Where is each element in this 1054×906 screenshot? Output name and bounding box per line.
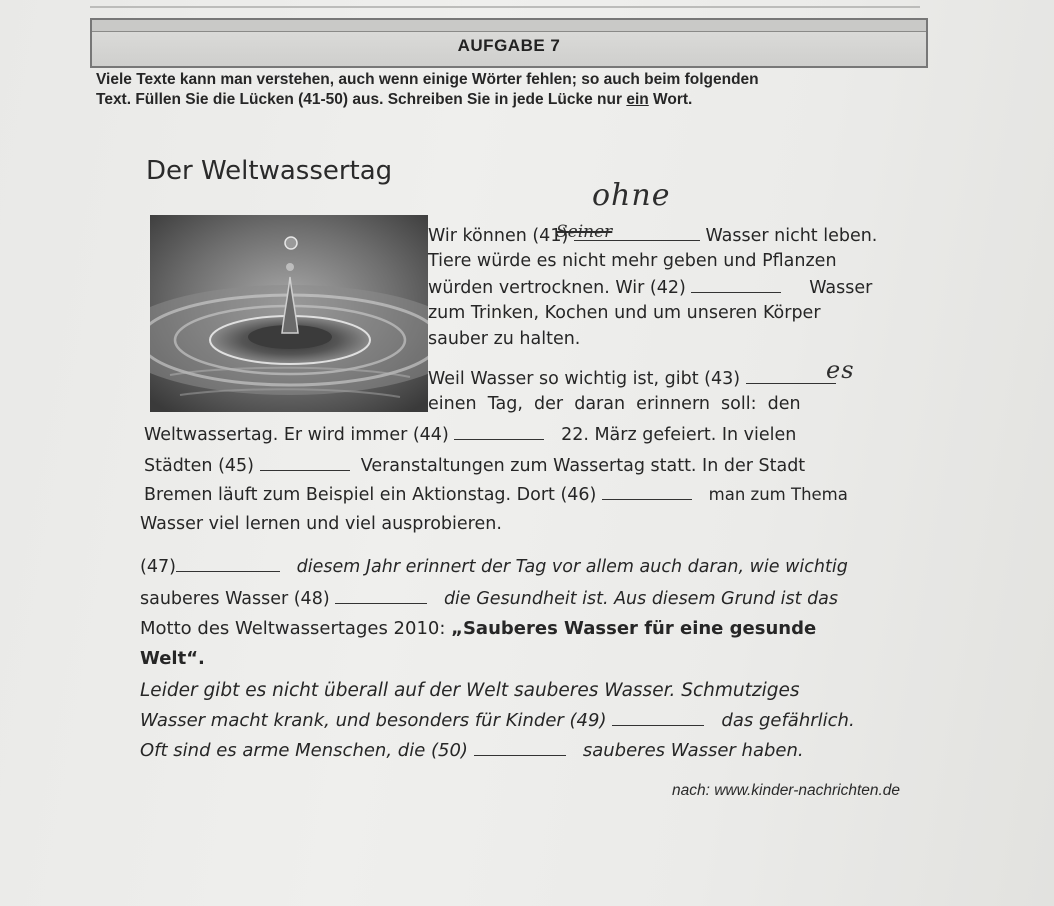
gap-46[interactable] [602,484,692,500]
line-text: 22. März gefeiert. In vielen [561,425,797,445]
water-drop-photo [150,215,428,412]
gap-41[interactable] [574,225,700,241]
line-text: Städten (45) [144,456,255,476]
gap-45[interactable] [260,455,350,471]
task-header [90,18,928,68]
source-citation: nach: www.kinder-nachrichten.de [672,782,901,799]
line-text: das gefährlich. [721,710,855,731]
line-text: Wir können (41) [428,226,569,246]
gap-47[interactable] [176,556,280,572]
text-line [140,648,205,669]
document-title: Der Weltwassertag [146,156,393,186]
text-line [140,618,816,639]
line-text: Oft sind es arme Menschen, die (50) [140,740,468,761]
text-line [144,455,805,476]
instruction-line-2 [96,90,936,110]
line-text: Motto des Weltwassertages 2010: [140,618,452,639]
line-text: Wasser macht krank, und besonders für Kinder (49) [140,710,607,731]
line-text: Bremen läuft zum Beispiel ein Aktionstag. Dort (46) [144,485,597,505]
line-text: Weil Wasser so wichtig ist, gibt (43) [428,369,741,389]
header-bar [92,20,926,32]
line-text: Veranstaltungen zum Wassertag statt. In der Stadt [360,456,806,476]
line-text: die Gesundheit ist. Aus diesem Grund ist das [443,589,839,609]
text-line [140,710,855,731]
text-line [428,277,872,298]
gap-42[interactable] [691,277,781,293]
line-text: (47) [140,557,176,577]
text-line [140,588,838,609]
handwritten-answer-43: es [826,356,855,384]
task-instructions [96,70,936,110]
text-line [428,225,877,246]
gap-50[interactable] [474,740,566,756]
top-rule [90,6,920,8]
line-text: Wasser nicht leben. [705,226,878,246]
line-text: Wasser [809,278,873,298]
text-line [140,740,804,761]
text-line: sauber zu halten. [428,329,581,349]
line-text: man zum Thema [708,485,848,504]
water-drop-illustration [150,215,428,412]
gap-49[interactable] [612,710,704,726]
text-line [140,556,848,577]
text-line [428,368,836,389]
instruction-emphasis: ein [626,91,649,108]
gap-43[interactable] [746,368,836,384]
line-text: diesem Jahr erinnert der Tag vor allem auch daran, wie wichtig [296,557,848,577]
struck-word-text: Seiner [556,222,613,242]
gap-48[interactable] [335,588,427,604]
line-text: Weltwassertag. Er wird immer (44) [144,425,449,445]
instruction-text: Text. Füllen Sie die Lücken (41-50) aus. Schreiben Sie in jede Lücke nur [96,91,627,108]
text-line: Wasser viel lernen und viel ausprobieren. [140,514,502,534]
line-text: sauberes Wasser haben. [582,740,804,761]
instruction-text-end: Wort. [648,91,693,108]
text-line: Tiere würde es nicht mehr geben und Pflanzen [428,251,837,271]
task-title: AUFGABE 7 [457,36,561,55]
handwritten-answer-41: ohne [592,178,671,213]
text-line: einen Tag, der daran erinnern soll: den [428,394,801,414]
line-text: würden vertrocknen. Wir (42) [428,278,686,298]
text-line: Leider gibt es nicht überall auf der Welt sauberes Wasser. Schmutziges [140,680,800,701]
gap-44[interactable] [454,424,544,440]
line-text: sauberes Wasser (48) [140,589,330,609]
instruction-line-1: Viele Texte kann man verstehen, auch wenn einige Wörter fehlen; so auch beim folgenden [96,71,759,88]
motto-text: „Sauberes Wasser für eine gesunde [451,618,817,639]
text-line: zum Trinken, Kochen und um unseren Körper [428,303,821,323]
text-line [144,424,796,445]
motto-text-end: Welt“. [140,648,205,669]
text-line [144,484,848,505]
